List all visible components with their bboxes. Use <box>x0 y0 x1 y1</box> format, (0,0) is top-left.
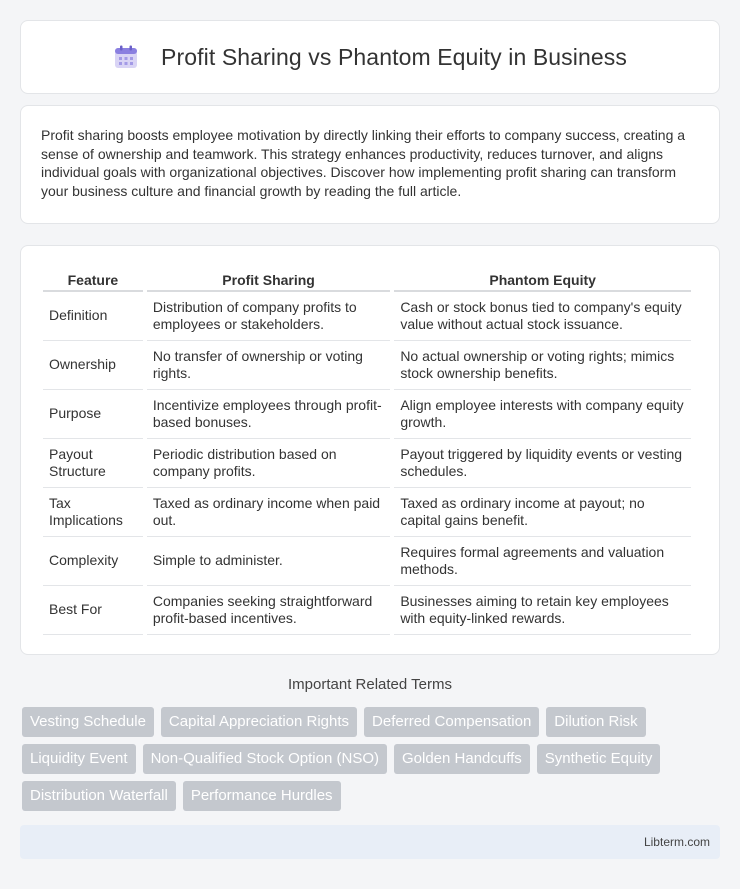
calendar-icon <box>113 44 139 70</box>
profit-sharing-cell: Incentivize employees through profit-based bonuses. <box>147 390 390 439</box>
feature-cell: Tax Implications <box>43 488 143 537</box>
phantom-equity-cell: No actual ownership or voting rights; mimics stock ownership benefits. <box>394 341 691 390</box>
table-header-row <box>43 266 691 292</box>
phantom-equity-cell: Align employee interests with company equity growth. <box>394 390 691 439</box>
intro-text: Profit sharing boosts employee motivation by directly linking their efforts to company success, creating a sense of ownership and teamwork. This strategy enhances productivity, reduces turnover, and aligns individual goals with organizational objectives. Discover how implementing profit sharing can transform your business culture and financial growth by reading the full article. <box>41 127 686 199</box>
related-term-tag[interactable]: Non-Qualified Stock Option (NSO) <box>143 744 387 774</box>
phantom-equity-cell: Taxed as ordinary income at payout; no capital gains benefit. <box>394 488 691 537</box>
profit-sharing-cell: Simple to administer. <box>147 537 390 586</box>
related-term-tag[interactable]: Golden Handcuffs <box>394 744 530 774</box>
comparison-table <box>39 266 695 635</box>
feature-cell: Ownership <box>43 341 143 390</box>
phantom-equity-cell: Payout triggered by liquidity events or vesting schedules. <box>394 439 691 488</box>
feature-cell: Definition <box>43 292 143 341</box>
feature-cell: Best For <box>43 586 143 635</box>
related-term-tag[interactable]: Capital Appreciation Rights <box>161 707 357 737</box>
profit-sharing-cell: Companies seeking straightforward profit-based incentives. <box>147 586 390 635</box>
related-term-tag[interactable]: Distribution Waterfall <box>22 781 176 811</box>
related-term-tag[interactable]: Dilution Risk <box>546 707 645 737</box>
related-terms-list <box>22 707 722 811</box>
table-row <box>43 537 691 586</box>
feature-cell: Complexity <box>43 537 143 586</box>
phantom-equity-cell: Businesses aiming to retain key employees with equity-linked rewards. <box>394 586 691 635</box>
comparison-table-card <box>20 245 720 655</box>
column-header-feature: Feature <box>43 266 143 292</box>
table-row <box>43 488 691 537</box>
table-row <box>43 439 691 488</box>
table-row <box>43 341 691 390</box>
table-row <box>43 292 691 341</box>
table-row <box>43 390 691 439</box>
related-term-tag[interactable]: Performance Hurdles <box>183 781 341 811</box>
column-header-phantom-equity: Phantom Equity <box>394 266 691 292</box>
footer <box>20 825 720 859</box>
related-terms-title: Important Related Terms <box>288 676 452 693</box>
header-card <box>20 20 720 94</box>
profit-sharing-cell: Distribution of company profits to employees or stakeholders. <box>147 292 390 341</box>
feature-cell: Payout Structure <box>43 439 143 488</box>
related-term-tag[interactable]: Deferred Compensation <box>364 707 539 737</box>
footer-brand-link[interactable]: Libterm.com <box>643 835 710 849</box>
phantom-equity-cell: Requires formal agreements and valuation methods. <box>394 537 691 586</box>
related-term-tag[interactable]: Synthetic Equity <box>537 744 661 774</box>
intro-card <box>20 105 720 224</box>
table-row <box>43 586 691 635</box>
profit-sharing-cell: Periodic distribution based on company profits. <box>147 439 390 488</box>
profit-sharing-cell: No transfer of ownership or voting rights. <box>147 341 390 390</box>
page-title: Profit Sharing vs Phantom Equity in Business <box>161 43 627 70</box>
column-header-profit-sharing: Profit Sharing <box>147 266 390 292</box>
feature-cell: Purpose <box>43 390 143 439</box>
phantom-equity-cell: Cash or stock bonus tied to company's equity value without actual stock issuance. <box>394 292 691 341</box>
profit-sharing-cell: Taxed as ordinary income when paid out. <box>147 488 390 537</box>
related-term-tag[interactable]: Liquidity Event <box>22 744 136 774</box>
related-term-tag[interactable]: Vesting Schedule <box>22 707 154 737</box>
